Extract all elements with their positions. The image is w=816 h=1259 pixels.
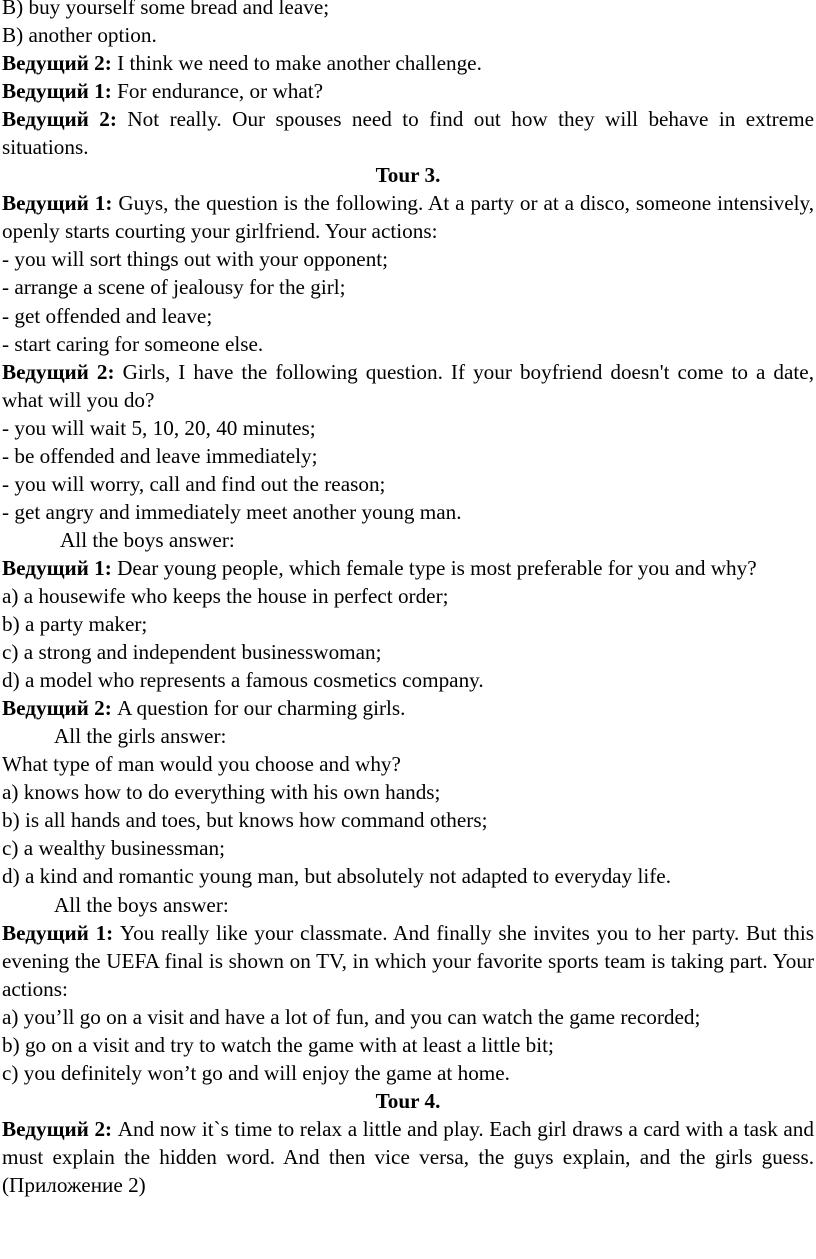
list-item: a) you’ll go on a visit and have a lot of fun, and you can watch the game recorded; [2,1004,701,1029]
speaker-label: Ведущий 2: [2,107,117,132]
paragraph-host2-girls-question [2,358,814,414]
list-item: c) you definitely won’t go and will enjoy the game at home. [2,1060,510,1085]
list-item: - arrange a scene of jealousy for the girl; [2,275,346,300]
paragraph-host1-endurance [2,77,814,105]
paragraph-host1-classmate [2,919,814,1003]
paragraph-text: Dear young people, which female type is most preferable for you and why? [111,555,757,580]
paragraph-host2-challenge [2,49,814,77]
list-item: b) go on a visit and try to watch the game with at least a little bit; [2,1032,554,1057]
document-body [2,0,814,1199]
speaker-label: Ведущий 2: [2,696,112,721]
heading-tour-4: Tour 4. [375,1088,441,1113]
stage-direction: All the girls answer: [54,724,227,749]
list-item: - you will wait 5, 10, 20, 40 minutes; [2,415,316,440]
heading-tour-3: Tour 3. [375,163,441,188]
paragraph-host1-female-type [2,554,814,582]
speaker-label: Ведущий 1: [2,191,113,216]
list-item: d) a kind and romantic young man, but absolutely not adapted to everyday life. [2,864,671,889]
list-item: a) a housewife who keeps the house in perfect order; [2,583,449,608]
list-item: - be offended and leave immediately; [2,443,318,468]
paragraph-host1-guys-question [2,189,814,245]
stage-direction: All the boys answer: [60,527,235,552]
stage-direction: All the boys answer: [54,892,229,917]
speaker-label: Ведущий 1: [2,555,112,580]
paragraph-host2-girls [2,694,814,722]
question-text: What type of man would you choose and why? [2,752,401,777]
option-b-another: B) another option. [2,23,157,48]
list-item: - get offended and leave; [2,303,213,328]
paragraph-host2-relax [2,1115,814,1199]
list-item: - get angry and immediately meet another young man. [2,499,462,524]
paragraph-text: Guys, the question is the following. At a party or at a disco, someone intensively, openly starts courting your girlfriend. Your actions: [2,191,814,244]
list-item: d) a model who represents a famous cosmetics company. [2,668,484,693]
list-item: b) is all hands and toes, but knows how command others; [2,808,488,833]
paragraph-host2-spouses [2,105,814,161]
speaker-label: Ведущий 1: [2,79,112,104]
list-item: a) knows how to do everything with his own hands; [2,780,441,805]
paragraph-text: Not really. Our spouses need to find out how they will behave in extreme situations. [2,107,814,160]
paragraph-text: And now it`s time to relax a little and play. Each girl draws a card with a task and must explain the hidden word. And then vice versa, the guys explain, and the girls guess. (Приложение 2) [2,1116,814,1197]
speaker-label: Ведущий 2: [2,359,115,384]
paragraph-text: A question for our charming girls. [111,696,406,721]
paragraph-text: For endurance, or what? [111,79,324,104]
option-b-bread: B) buy yourself some bread and leave; [2,0,330,19]
speaker-label: Ведущий 2: [2,1116,113,1141]
list-item: - you will sort things out with your opponent; [2,247,389,272]
paragraph-text: I think we need to make another challenge. [111,51,482,76]
list-item: b) a party maker; [2,612,148,637]
paragraph-text: Girls, I have the following question. If your boyfriend doesn't come to a date, what will you do? [2,359,814,412]
list-item: c) a wealthy businessman; [2,836,225,861]
list-item: c) a strong and independent businesswoman; [2,640,382,665]
speaker-label: Ведущий 1: [2,920,114,945]
paragraph-text: You really like your classmate. And finally she invites you to her party. But this evening the UEFA final is shown on TV, in which your favorite sports team is taking part. Your actions: [2,920,814,1001]
speaker-label: Ведущий 2: [2,51,112,76]
list-item: - you will worry, call and find out the reason; [2,471,386,496]
list-item: - start caring for someone else. [2,331,264,356]
